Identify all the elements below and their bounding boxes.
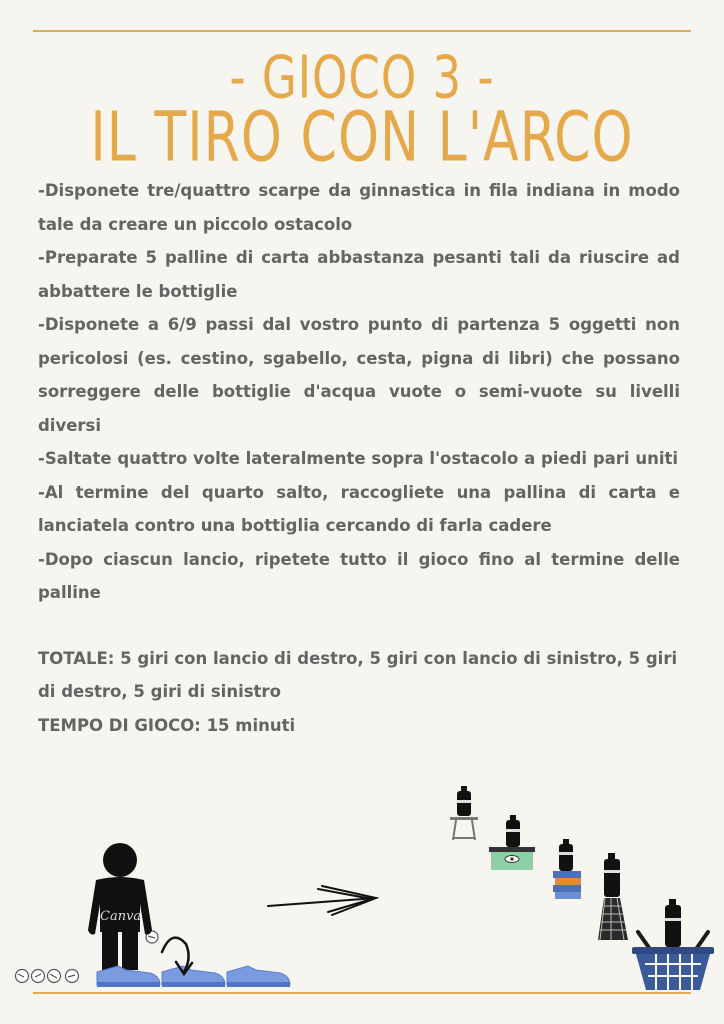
bottle-on-books-icon [553, 839, 581, 899]
shoe-icon [162, 966, 225, 987]
instruction-item: -Disponete tre/quattro scarpe da ginnastica in fila indiana in modo tale da creare un piccolo ostacolo [38, 181, 680, 234]
bottle-on-stool-icon [450, 786, 478, 840]
shoe-icon [227, 966, 290, 987]
canva-watermark: Canva [100, 909, 142, 924]
instruction-item: -Preparate 5 palline di carta abbastanza pesanti tali da riuscire ad abbattere le bottiglie [38, 248, 680, 301]
person-figure-icon [88, 843, 152, 970]
bottle-on-box-icon [489, 815, 535, 870]
instruction-item: -Al termine del quarto salto, raccogliete una pallina di carta e lanciatela contro una bottiglia cercando di farla cadere [38, 482, 680, 535]
instruction-item: -Disponete a 6/9 passi dal vostro punto di partenza 5 oggetti non pericolosi (es. cestino, sgabello, cesta, pigna di libri) che possano sorreggere delle bottiglie d'acqua vuote o semi-vuote su livelli diversi [38, 315, 680, 435]
play-time: TEMPO DI GIOCO: 15 minuti [38, 715, 296, 735]
bottom-divider [33, 992, 691, 994]
total-summary: TOTALE: 5 giri con lancio di destro, 5 giri con lancio di sinistro, 5 giri di destro, 5 giri di sinistro [38, 648, 678, 701]
page-title: IL TIRO CON L'ARCO [90, 96, 634, 178]
instruction-item: -Dopo ciascun lancio, ripetete tutto il gioco fino al termine delle palline [38, 549, 680, 602]
instruction-item: -Saltate quattro volte lateralmente sopra l'ostacolo a piedi pari uniti [38, 449, 679, 468]
bottle-in-basket-icon [632, 899, 714, 990]
throw-arrow-icon [268, 886, 376, 915]
bottle-on-grater-icon [598, 853, 628, 940]
page-title-game-number: - GIOCO 3 - [229, 43, 495, 112]
